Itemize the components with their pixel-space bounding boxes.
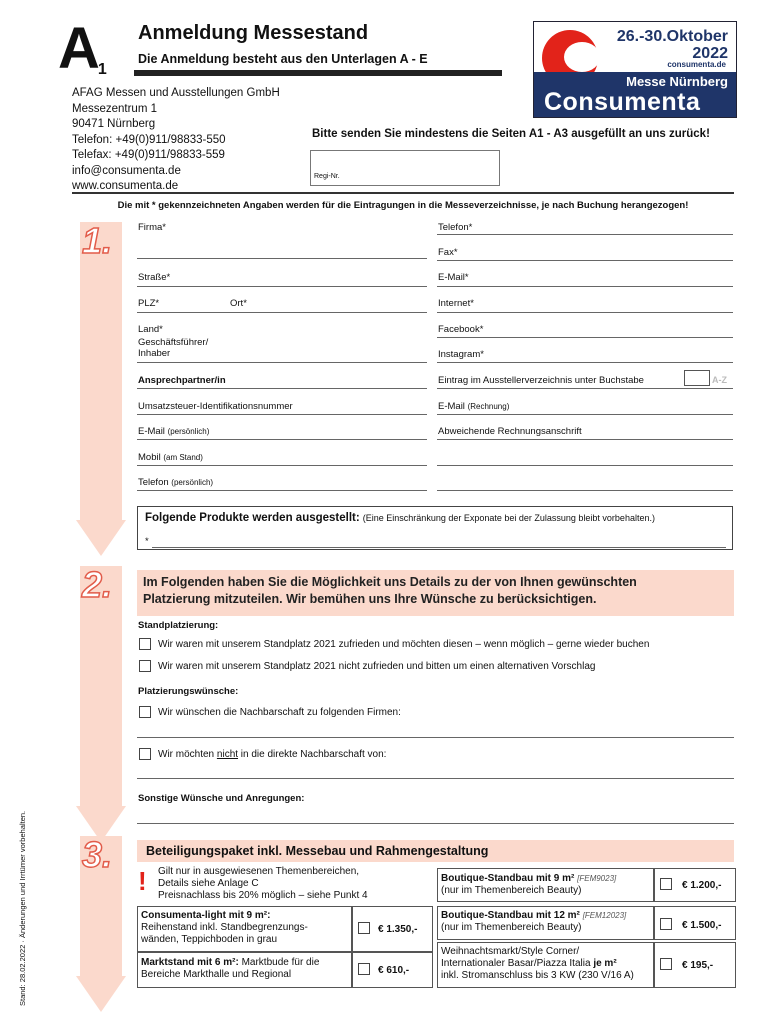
logo-site: consumenta.de — [667, 60, 726, 69]
address-line: AFAG Messen und Ausstellungen GmbH — [72, 87, 280, 99]
standplatz-zufrieden-text: Wir waren mit unserem Standplatz 2021 zufrieden und möchten diesen – wenn möglich – gerne wieder buchen — [158, 639, 650, 650]
products-star: * — [145, 536, 149, 547]
facebook-label: Facebook* — [438, 324, 484, 335]
boutique-12-text: Boutique-Standbau mit 12 m² [FEM12023] (nur im Themenbereich Beauty) — [441, 910, 627, 933]
email-rechnung-label: E-Mail (Rechnung) — [438, 401, 510, 412]
mobil-field[interactable] — [137, 465, 427, 466]
organizer-address — [72, 86, 280, 195]
fax-label: Fax* — [438, 247, 458, 258]
light-package-price: € 1.350,- — [378, 924, 418, 935]
strasse-field[interactable] — [137, 286, 427, 287]
weihnachtsmarkt-checkbox[interactable] — [660, 958, 672, 970]
address-line: Telefax: +49(0)911/98833-559 — [72, 149, 225, 161]
mobil-label: Mobil (am Stand) — [138, 452, 203, 463]
rechnungsanschrift-line-2[interactable] — [437, 465, 733, 466]
address-line: info@consumenta.de — [72, 164, 181, 177]
section-2-heading: Im Folgenden haben Sie die Möglichkeit uns Details zu der von Ihnen gewünschten Platzierung mitzuteilen. Wir bemühen uns Ihre Wünsche zu berücksichtigen. — [143, 575, 637, 606]
warning-icon: ! — [138, 866, 147, 896]
markt-package-text: Marktstand mit 6 m²: Marktbude für die Bereiche Markthalle und Regional — [141, 957, 320, 980]
rechnungsanschrift-line-1[interactable] — [437, 439, 733, 440]
section-3-heading: Beteiligungspaket inkl. Messebau und Rahmengestaltung — [146, 844, 489, 858]
telefon-label: Telefon* — [438, 222, 473, 233]
eintrag-label: Eintrag im Ausstellerverzeichnis unter Buchstabe — [438, 375, 644, 386]
ust-field[interactable] — [137, 414, 427, 415]
section-1-arrow — [80, 222, 122, 520]
light-package-checkbox[interactable] — [358, 922, 370, 934]
logo-circle-cutout — [564, 42, 600, 72]
email-label: E-Mail* — [438, 272, 469, 283]
page-title: Anmeldung Messestand — [138, 22, 369, 44]
plz-label: PLZ* — [138, 298, 160, 309]
instagram-field[interactable] — [437, 362, 733, 363]
geschaeftsfuehrer-label: Geschäftsführer/ Inhaber — [138, 337, 209, 359]
sheet-letter: $A_1$ — [58, 16, 107, 81]
ust-label: Umsatzsteuer-Identifikationsnummer — [138, 401, 293, 412]
mandatory-note: Die mit * gekennzeichneten Angaben werden für die Eintragungen in die Messeverzeichnisse, je nach Buchung herangezogen! — [117, 200, 689, 211]
logo-venue: Messe Nürnberg — [626, 74, 728, 89]
geschaeftsfuehrer-field[interactable] — [137, 362, 427, 363]
az-hint: A-Z — [712, 375, 727, 385]
boutique-9-price: € 1.200,- — [682, 880, 722, 891]
buchstabe-box[interactable] — [684, 370, 710, 386]
registration-number-field[interactable] — [310, 150, 500, 186]
standplatz-unzufrieden-checkbox[interactable] — [139, 660, 151, 672]
ort-label: Ort* — [230, 298, 247, 309]
sheet-number: 1 — [97, 61, 107, 78]
logo-top — [534, 22, 736, 72]
facebook-field[interactable] — [437, 337, 733, 338]
sonstige-field[interactable] — [137, 823, 734, 824]
registration-number-label: Regi-Nr. — [314, 173, 340, 180]
standplatz-label: Standplatzierung: — [138, 620, 219, 631]
nachbarschaft-text: Wir wünschen die Nachbarschaft zu folgenden Firmen: — [158, 707, 401, 718]
email-personal-field[interactable] — [137, 439, 427, 440]
section-1-number: 1. — [82, 220, 113, 261]
ansprechpartner-label: Ansprechpartner/in — [138, 375, 226, 386]
address-line: Messezentrum 1 — [72, 102, 158, 115]
plz-ort-field[interactable] — [137, 312, 427, 313]
email-field[interactable] — [437, 286, 733, 287]
internet-label: Internet* — [438, 298, 474, 309]
platzierungswuensche-label: Platzierungswünsche: — [138, 686, 239, 697]
firma-label: Firma* — [138, 222, 166, 233]
address-line: 90471 Nürnberg — [72, 118, 156, 130]
keine-nachbarschaft-checkbox[interactable] — [139, 748, 151, 760]
boutique-12-checkbox[interactable] — [660, 918, 672, 930]
ansprechpartner-field[interactable] — [137, 388, 427, 389]
land-label: Land* — [138, 324, 163, 335]
nachbarschaft-field[interactable] — [137, 737, 734, 738]
section-1-arrowhead — [76, 520, 126, 556]
instagram-label: Instagram* — [438, 349, 484, 360]
light-package-text: Consumenta-light mit 9 m²: Reihenstand inkl. Standbegrenzungs- wänden, Teppichboden in grau — [141, 910, 308, 945]
products-title: Folgende Produkte werden ausgestellt: (Eine Einschränkung der Exponate bei der Zulassung bleibt vorbehalten.) — [145, 512, 655, 524]
keine-nachbarschaft-text: Wir möchten nicht in die direkte Nachbarschaft von: — [158, 749, 387, 760]
eintrag-line — [437, 388, 733, 389]
address-line: www.consumenta.de — [72, 180, 179, 192]
side-note: Stand: 28.02.2022 · Änderungen und Irrtümer vorbehalten. — [18, 810, 27, 1006]
telefon-field[interactable] — [437, 234, 733, 235]
header-bar — [134, 70, 502, 76]
logo-brand: Consumenta — [544, 88, 701, 116]
standplatz-unzufrieden-text: Wir waren mit unserem Standplatz 2021 nicht zufrieden und bitten um einen alternativen Vorschlag — [158, 661, 596, 672]
internet-field[interactable] — [437, 312, 733, 313]
boutique-9-text: Boutique-Standbau mit 9 m² [FEM9023] (nur im Themenbereich Beauty) — [441, 873, 617, 896]
sonstige-label: Sonstige Wünsche und Anregungen: — [138, 793, 305, 804]
email-rechnung-field[interactable] — [437, 414, 733, 415]
email-personal-label: E-Mail (persönlich) — [138, 426, 210, 437]
send-notice: Bitte senden Sie mindestens die Seiten A1 - A3 ausgefüllt an uns zurück! — [312, 128, 710, 140]
boutique-9-checkbox[interactable] — [660, 878, 672, 890]
nachbarschaft-checkbox[interactable] — [139, 706, 151, 718]
boutique-12-price: € 1.500,- — [682, 920, 722, 931]
page-subtitle: Die Anmeldung besteht aus den Unterlagen A - E — [138, 52, 428, 66]
fax-field[interactable] — [437, 260, 733, 261]
telefon-personal-label: Telefon (persönlich) — [138, 477, 214, 488]
package-info: Gilt nur in ausgewiesenen Themenbereichen, Details siehe Anlage C Preisnachlass bis 20% möglich – siehe Punkt 4 — [158, 866, 368, 901]
section-2-number: 2. — [82, 564, 113, 605]
weihnachtsmarkt-price: € 195,- — [682, 960, 714, 971]
telefon-personal-field[interactable] — [137, 490, 427, 491]
standplatz-zufrieden-checkbox[interactable] — [139, 638, 151, 650]
section-3-arrowhead — [76, 976, 126, 1012]
logo-bottom — [534, 72, 736, 117]
markt-package-price: € 610,- — [378, 965, 410, 976]
weihnachtsmarkt-text: Weihnachtsmarkt/Style Corner/ Internationaler Basar/Piazza Italia je m² inkl. Stromanschluss bis 3 KW (230 V/16 A) — [441, 946, 634, 981]
address-line: Telefon: +49(0)911/98833-550 — [72, 133, 226, 146]
markt-package-checkbox[interactable] — [358, 963, 370, 975]
consumenta-logo — [533, 21, 737, 118]
rechnungsanschrift-line-3[interactable] — [437, 490, 733, 491]
strasse-label: Straße* — [138, 272, 171, 283]
firma-field[interactable] — [137, 258, 427, 259]
logo-dates: 26.-30.Oktober 2022 — [616, 28, 728, 62]
products-field[interactable] — [152, 547, 726, 548]
keine-nachbarschaft-field[interactable] — [137, 778, 734, 779]
divider — [72, 192, 734, 194]
rechnungsanschrift-label: Abweichende Rechnungsanschrift — [438, 426, 582, 437]
section-3-number: 3. — [82, 834, 113, 875]
